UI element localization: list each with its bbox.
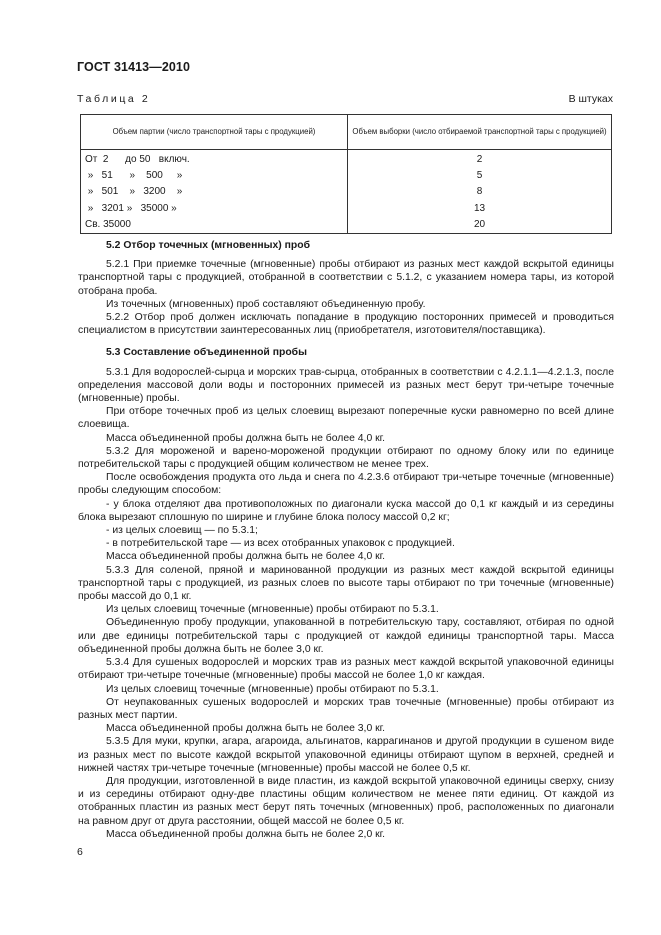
sample-size-cell: 8 xyxy=(348,184,612,200)
paragraph: 5.3.5 Для муки, крупки, агара, агароида, альгинатов, каррагинанов и другой продукции в сушеном виде из разных мест по высоте каждой вскрытой упаковочной единицы отбирают щупом в верхней, средней и нижней частях три-четыре точечные (мгновенные) пробы массой не более 0,5 кг. xyxy=(78,736,614,774)
section-heading: 5.2 Отбор точечных (мгновенных) проб xyxy=(106,240,311,251)
table-row xyxy=(81,217,612,234)
paragraph: Объединенную пробу продукции, упакованной в потребительскую тару, составляют, отбирая по одной или две единицы потребительской тары с продукцией от каждой единицы транспортной тары. Масса объединенной пробы должна быть не более 3,0 кг. xyxy=(78,617,614,655)
paragraph: 5.2.1 При приемке точечные (мгновенные) пробы отбирают из разных мест каждой вскрытой единицы транспортной тары с продукцией, отобранной в соответствии с 5.1.2, с указанием номера тары, из которой отобрана проба. xyxy=(78,259,614,297)
table-row xyxy=(81,150,612,169)
sample-size-cell: 13 xyxy=(348,201,612,217)
paragraph: 5.3.4 Для сушеных водорослей и морских трав из разных мест каждой вскрытой упаковочной единицы отбирают три-четыре точечные (мгновенные) пробы массой не более 1,0 кг каждая. xyxy=(78,657,614,682)
table-row xyxy=(81,184,612,200)
sample-size-cell: 5 xyxy=(348,168,612,184)
table-row xyxy=(81,168,612,184)
lot-size-cell: » 3201 » 35000 » xyxy=(81,201,348,217)
document-body xyxy=(78,237,614,841)
paragraph: Масса объединенной пробы должна быть не более 4,0 кг. xyxy=(106,551,386,563)
sample-size-cell: 20 xyxy=(348,217,612,234)
paragraph: При отборе точечных проб из целых слоевищ вырезают поперечные куски равномерно по всей длине слоевища. xyxy=(78,406,614,431)
page-number: 6 xyxy=(77,846,83,858)
paragraph: После освобождения продукта ото льда и снега по 4.2.3.6 отбирают три-четыре точечные (мгновенные) пробы следующим способом: xyxy=(78,472,614,497)
table-row xyxy=(81,201,612,217)
column-header-sample-size: Объем выборки (число отбираемой транспортной тары с продукцией) xyxy=(348,115,612,150)
paragraph: Масса объединенной пробы должна быть не более 2,0 кг. xyxy=(106,828,386,840)
table-caption: Таблица 2 xyxy=(77,93,151,105)
paragraph: Из точечных (мгновенных) проб составляют объединенную пробу. xyxy=(106,298,426,310)
paragraph: Масса объединенной пробы должна быть не более 3,0 кг. xyxy=(106,723,386,735)
paragraph: Для продукции, изготовленной в виде пластин, из каждой вскрытой упаковочной единицы сверху, снизу и из середины отбирают одну-две пластины общим количеством не менее пяти единиц. От каждой из отобранных пластин из разных мест берут пять точечных (мгновенных) проб, расположенных по диагонали на равном друг от друга расстоянии, общей массой не более 0,5 кг. xyxy=(78,775,614,827)
section-heading: 5.3 Составление объединенной пробы xyxy=(106,347,307,359)
document-number: ГОСТ 31413—2010 xyxy=(77,60,191,74)
paragraph: 5.3.1 Для водорослей-сырца и морских трав-сырца, отобранных в соответствии с 4.2.1.1—4.2.1.3, после определения массовой доли воды и посторонних примесей из разных мест берут три-четыре точечные (мгновенные) пробы. xyxy=(78,366,614,405)
sample-size-table xyxy=(80,114,612,234)
paragraph: От неупакованных сушеных водорослей и морских трав точечные (мгновенные) пробы отбирают из разных мест партии. xyxy=(78,696,614,721)
lot-size-cell: » 51 » 500 » xyxy=(81,168,348,184)
paragraph: 5.3.3 Для соленой, пряной и маринованной продукции из разных мест каждой вскрытой единицы транспортной тары с продукцией, из разных слоев по высоте тары отбирают по три точечные (мгновенные) пробы массой до 0,1 кг. xyxy=(78,564,614,603)
paragraph: - в потребительской таре — из всех отобранных упаковок с продукцией. xyxy=(106,538,455,550)
paragraph: Из целых слоевищ точечные (мгновенные) пробы отбирают по 5.3.1. xyxy=(106,604,439,616)
paragraph: - у блока отделяют два противоположных по диагонали куска массой до 0,1 кг каждый и из середины блока вырезают сплошную по ширине и глубине блока полосу массой 0,2 кг; xyxy=(78,498,614,523)
sample-size-cell: 2 xyxy=(348,150,612,169)
lot-size-cell: » 501 » 3200 » xyxy=(81,184,348,200)
column-header-lot-size: Объем партии (число транспортной тары с продукцией) xyxy=(81,115,348,150)
table-unit: В штуках xyxy=(568,93,613,105)
paragraph: Масса объединенной пробы должна быть не более 4,0 кг. xyxy=(106,432,386,444)
paragraph: Из целых слоевищ точечные (мгновенные) пробы отбирают по 5.3.1. xyxy=(106,683,439,695)
lot-size-cell: От 2 до 50 включ. xyxy=(81,150,348,169)
paragraph: 5.3.2 Для мороженой и варено-мороженой продукции отбирают по одному блоку или по единице потребительской тары с продукцией общим количеством не менее трех. xyxy=(78,445,614,471)
paragraph: 5.2.2 Отбор проб должен исключать попадание в продукцию посторонних примесей и проводиться специалистом в присутствии заинтересованных лиц (приобретателя, изготовителя/поставщика). xyxy=(78,312,614,337)
lot-size-cell: Св. 35000 xyxy=(81,217,348,234)
paragraph: - из целых слоевищ — по 5.3.1; xyxy=(106,525,258,537)
